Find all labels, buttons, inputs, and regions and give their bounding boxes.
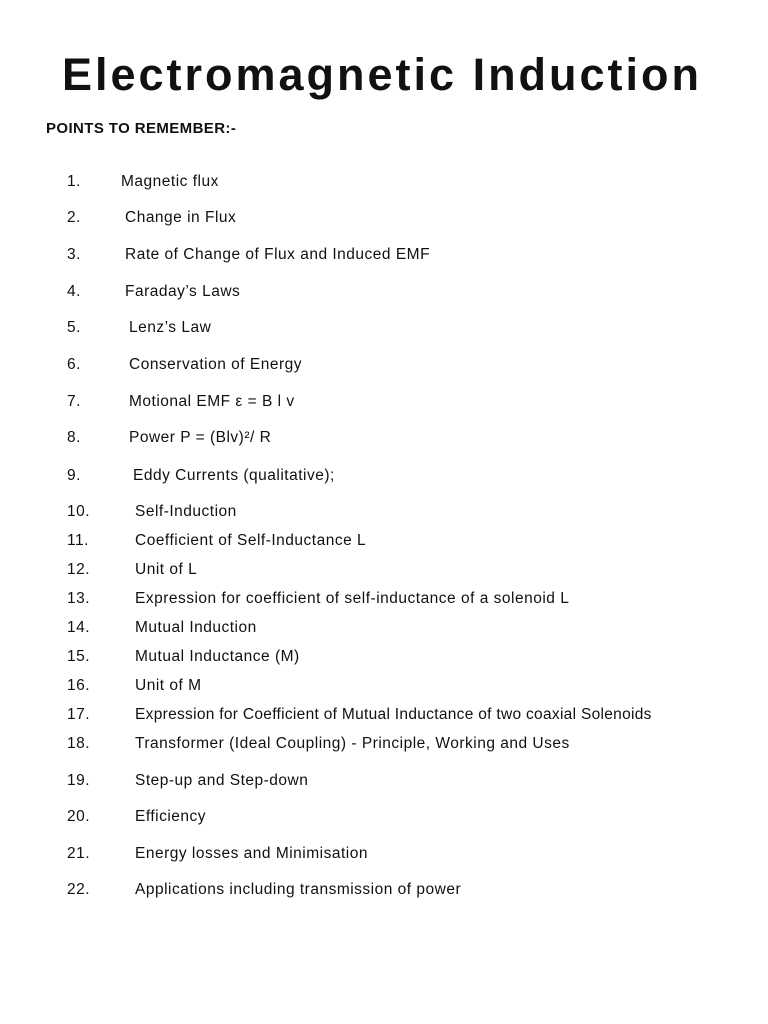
item-number: 10.	[67, 503, 91, 520]
item-text: Eddy Currents (qualitative);	[133, 467, 335, 484]
item-number: 11.	[67, 532, 89, 549]
item-text: Change in Flux	[125, 209, 237, 226]
item-number: 3.	[67, 246, 81, 263]
item-text: Magnetic flux	[121, 173, 219, 190]
item-text: Mutual Induction	[135, 619, 257, 636]
item-text: Coefficient of Self-Inductance L	[135, 532, 367, 549]
item-number: 9.	[67, 467, 81, 484]
item-text: Unit of L	[135, 561, 198, 578]
item-text: Motional EMF ε = B l v	[129, 393, 295, 410]
item-number: 15.	[67, 648, 91, 665]
item-number: 17.	[67, 706, 91, 723]
item-text: Rate of Change of Flux and Induced EMF	[125, 246, 431, 263]
item-text: Self-Induction	[135, 503, 237, 520]
item-text: Power P = (Blv)²/ R	[129, 429, 272, 446]
item-number: 7.	[67, 393, 81, 410]
item-number: 2.	[67, 209, 81, 226]
item-text: Transformer (Ideal Coupling) - Principle, Working and Uses	[135, 735, 570, 752]
item-number: 14.	[67, 619, 91, 636]
item-number: 4.	[67, 283, 81, 300]
item-text: Step-up and Step-down	[135, 772, 309, 789]
item-number: 16.	[67, 677, 91, 694]
section-heading: POINTS TO REMEMBER:-	[46, 120, 237, 137]
item-text: Lenz’s Law	[129, 319, 212, 336]
item-text: Applications including transmission of power	[135, 881, 462, 898]
item-text: Faraday’s Laws	[125, 283, 241, 300]
item-number: 6.	[67, 356, 81, 373]
page-title: Electromagnetic Induction	[61, 49, 703, 100]
item-number: 18.	[67, 735, 91, 752]
item-number: 13.	[67, 590, 91, 607]
item-text: Expression for coefficient of self-inductance of a solenoid L	[135, 590, 570, 607]
item-text: Unit of M	[135, 677, 202, 694]
item-number: 20.	[67, 808, 91, 825]
item-number: 19.	[67, 772, 91, 789]
item-number: 1.	[67, 173, 81, 190]
item-number: 22.	[67, 881, 91, 898]
item-number: 5.	[67, 319, 81, 336]
item-number: 21.	[67, 845, 91, 862]
item-text: Expression for Coefficient of Mutual Inductance of two coaxial Solenoids	[135, 706, 652, 723]
item-text: Conservation of Energy	[129, 356, 302, 373]
item-text: Energy losses and Minimisation	[135, 845, 368, 862]
item-number: 8.	[67, 429, 81, 446]
item-text: Mutual Inductance (M)	[135, 648, 300, 665]
item-number: 12.	[67, 561, 91, 578]
item-text: Efficiency	[135, 808, 207, 825]
